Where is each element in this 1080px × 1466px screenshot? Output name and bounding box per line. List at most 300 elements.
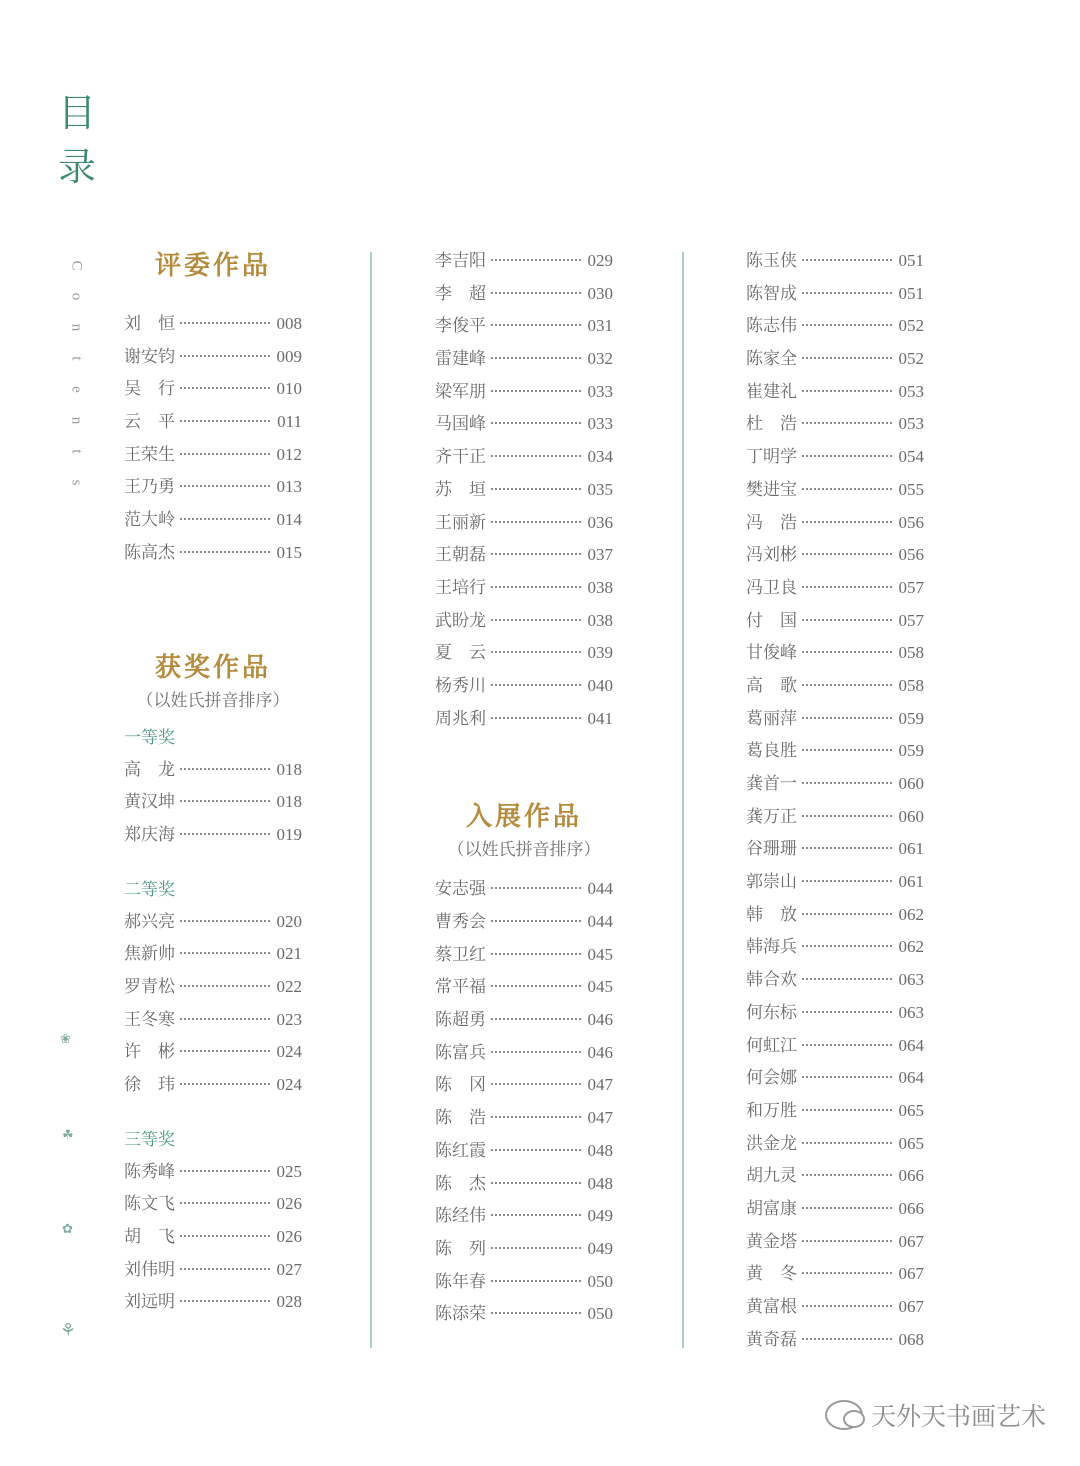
entry-page-number: 062 [898,937,924,957]
entry-name: 安志强 [435,879,486,900]
entry-name: 韩海兵 [746,937,797,958]
grade-label-third: 三等奖 [124,1129,175,1150]
entry-name: 高 龙 [124,759,175,780]
entry-name: 郑庆海 [124,824,175,845]
contents-letter: e [68,386,85,393]
toc-entry[interactable] [435,670,613,703]
entry-page-number: 023 [276,1009,302,1029]
entry-name: 龚万正 [746,806,797,827]
entry-page-number: 045 [587,977,613,997]
toc-entry[interactable] [746,1128,924,1161]
toc-entry[interactable] [124,373,302,406]
toc-entry[interactable] [124,819,302,852]
dot-leader [491,619,581,621]
entry-name: 云 平 [124,412,175,433]
toc-entry[interactable] [124,439,302,472]
toc-entry[interactable] [124,938,302,971]
entry-name: 甘俊峰 [746,643,797,664]
entry-page-number: 063 [898,970,924,990]
dot-leader [491,1018,581,1020]
dot-leader [491,1280,581,1282]
dot-leader [802,1240,892,1242]
entry-name: 樊进宝 [746,479,797,500]
entry-name: 黄富根 [746,1297,797,1317]
clover-icon: ☘ [62,1128,74,1143]
contents-letter: C [68,260,85,271]
entry-page-number: 033 [587,414,613,434]
toc-entry[interactable] [124,471,302,504]
entry-page-number: 008 [276,314,302,333]
entry-name: 王培行 [435,577,486,598]
entry-name: 陈玉侠 [746,251,797,271]
dot-leader [491,324,581,326]
dot-leader [802,1109,892,1111]
entry-name: 胡 飞 [124,1227,175,1248]
entry-name: 何东标 [746,1002,797,1023]
entry-page-number: 038 [587,577,613,597]
entry-name: 陈 冈 [435,1075,486,1096]
entry-page-number: 067 [898,1231,924,1251]
toc-entry[interactable] [124,754,302,787]
entry-name: 胡富康 [746,1198,797,1219]
entry-page-number: 051 [898,251,924,270]
toc-entry[interactable] [435,1200,613,1233]
toc-entry[interactable] [435,278,613,311]
toc-entry[interactable] [746,1324,924,1357]
floral-icon: ✿ [62,1222,73,1237]
toc-entry[interactable] [435,1037,613,1070]
entry-name: 黄 冬 [746,1264,797,1285]
entry-name: 胡九灵 [746,1166,797,1187]
dot-leader [180,1018,270,1020]
toc-entry[interactable] [435,376,613,409]
third-prize-list [124,1156,302,1319]
entry-page-number: 033 [587,381,613,401]
entry-name: 龚首一 [746,774,797,794]
entry-page-number: 013 [276,477,302,497]
entry-page-number: 009 [276,346,302,366]
dot-leader [180,485,270,487]
toc-entry[interactable] [124,504,302,537]
dot-leader [802,292,892,294]
title-char: 录 [58,145,97,189]
toc-entry[interactable] [124,308,302,341]
entry-page-number: 048 [587,1173,613,1193]
title-char: 目 [58,91,97,135]
entry-name: 陈高杰 [124,542,175,563]
toc-entry[interactable] [435,1266,613,1299]
dot-leader [491,717,581,719]
toc-entry[interactable] [435,1233,613,1266]
toc-entry[interactable] [435,873,613,906]
entry-page-number: 051 [898,283,924,303]
toc-entry[interactable] [746,703,924,736]
toc-entry[interactable] [746,1193,924,1226]
dot-leader [180,1170,270,1172]
wechat-icon [825,1400,863,1430]
toc-entry[interactable] [435,1069,613,1102]
toc-entry[interactable] [746,507,924,540]
entry-page-number: 046 [587,1042,613,1062]
entry-page-number: 035 [587,479,613,499]
toc-entry[interactable] [124,341,302,374]
dot-leader [491,953,581,955]
dot-leader [491,1116,581,1118]
entry-page-number: 066 [898,1166,924,1186]
entry-page-number: 060 [898,774,924,793]
entry-name: 陈文飞 [124,1194,175,1215]
entry-name: 韩 放 [746,904,797,925]
dot-leader [491,1312,581,1314]
entry-page-number: 065 [898,1100,924,1120]
entry-name: 和万胜 [746,1100,797,1121]
dot-leader [802,488,892,490]
dot-leader [802,1044,892,1046]
dot-leader [491,1149,581,1151]
entry-page-number: 067 [898,1264,924,1284]
entry-page-number: 052 [898,316,924,336]
toc-entry[interactable] [435,441,613,474]
entry-page-number: 020 [276,911,302,931]
dot-leader [802,1338,892,1340]
entry-name: 王丽新 [435,512,486,533]
dot-leader [491,1182,581,1184]
entry-page-number: 050 [587,1304,613,1324]
contents-letter: t [68,356,85,361]
entry-page-number: 047 [587,1108,613,1128]
grade-label-first: 一等奖 [124,727,175,748]
entry-page-number: 022 [276,976,302,996]
contents-letter: n [68,323,85,332]
dot-leader [491,488,581,490]
toc-entry[interactable] [746,605,924,638]
toc-entry[interactable] [746,931,924,964]
entry-page-number: 027 [276,1259,302,1279]
toc-entry[interactable] [746,310,924,343]
toc-entry[interactable] [435,1004,613,1037]
dot-leader [491,684,581,686]
toc-entry[interactable] [124,1004,302,1037]
watermark [825,1398,1046,1432]
dot-leader [491,259,581,261]
toc-entry[interactable] [435,539,613,572]
dot-leader [802,749,892,751]
toc-entry[interactable] [746,1160,924,1193]
entry-name: 刘远明 [124,1292,175,1313]
toc-entry[interactable] [746,735,924,768]
dot-leader [491,1214,581,1216]
toc-entry[interactable] [124,406,302,439]
entry-page-number: 044 [587,879,613,899]
entry-page-number: 029 [587,251,613,270]
entry-name: 王荣生 [124,444,175,465]
toc-entry[interactable] [124,971,302,1004]
dot-leader [491,920,581,922]
column-1 [124,248,302,1319]
toc-entry[interactable] [746,441,924,474]
entry-name: 陈志伟 [746,316,797,337]
dot-leader [491,455,581,457]
toc-entry[interactable] [435,637,613,670]
toc-entry[interactable] [746,408,924,441]
toc-entry[interactable] [124,1156,302,1189]
entry-page-number: 064 [898,1035,924,1055]
toc-entry[interactable] [124,906,302,939]
toc-entry[interactable] [746,833,924,866]
entry-page-number: 034 [587,447,613,467]
dot-leader [802,1305,892,1307]
flower-sprig-icon: ⚘ [60,1320,77,1341]
column-divider [370,252,372,1348]
entry-name: 陈 杰 [435,1173,486,1194]
toc-entry[interactable] [746,997,924,1030]
dot-leader [180,1050,270,1052]
entry-name: 齐干正 [435,447,486,468]
toc-entry[interactable] [124,1286,302,1319]
section-subtitle-exhibit: （以姓氏拼音排序） [447,840,601,861]
toc-entry[interactable] [435,703,613,736]
entry-name: 陈超勇 [435,1010,486,1031]
entry-page-number: 026 [276,1194,302,1214]
toc-entry[interactable] [746,1258,924,1291]
dot-leader [802,717,892,719]
toc-entry[interactable] [746,1062,924,1095]
dot-leader [802,357,892,359]
entry-name: 吴 行 [124,379,175,400]
dot-leader [802,521,892,523]
toc-entry[interactable] [124,1254,302,1287]
entry-name: 陈 浩 [435,1108,486,1129]
entry-name: 雷建峰 [435,349,486,370]
grade-label-second: 二等奖 [124,879,175,900]
entry-page-number: 036 [587,512,613,532]
toc-entry[interactable] [746,278,924,311]
toc-entry[interactable] [746,1226,924,1259]
dot-leader [802,913,892,915]
dot-leader [491,651,581,653]
entry-page-number: 024 [276,1042,302,1062]
entry-page-number: 045 [587,944,613,964]
toc-entry[interactable] [746,866,924,899]
entry-page-number: 061 [898,872,924,892]
entry-name: 蔡卫红 [435,944,486,965]
entry-page-number: 021 [276,944,302,964]
entry-name: 罗青松 [124,976,175,997]
entry-name: 许 彬 [124,1042,175,1063]
entry-page-number: 048 [587,1140,613,1160]
entry-page-number: 058 [898,675,924,695]
entry-page-number: 064 [898,1068,924,1088]
entry-page-number: 026 [276,1227,302,1247]
entry-name: 李吉阳 [435,251,486,271]
dot-leader [802,1142,892,1144]
toc-entry[interactable] [746,801,924,834]
toc-entry[interactable] [746,376,924,409]
entry-page-number: 046 [587,1010,613,1030]
dot-leader [180,833,270,835]
dot-leader [802,586,892,588]
section-subtitle-awards: （以姓氏拼音排序） [136,690,290,711]
entry-name: 徐 玮 [124,1075,175,1095]
entry-name: 冯刘彬 [746,545,797,566]
entry-name: 苏 垣 [435,479,486,500]
entry-name: 黄汉坤 [124,792,175,813]
toc-entry[interactable] [746,899,924,932]
exhibit-list [435,873,613,1331]
dot-leader [802,259,892,261]
entry-name: 武盼龙 [435,610,486,631]
column-3 [746,245,924,1356]
dot-leader [180,952,270,954]
entry-name: 冯 浩 [746,512,797,533]
entry-page-number: 065 [898,1133,924,1153]
entry-name: 谷珊珊 [746,839,797,860]
entry-page-number: 047 [587,1075,613,1095]
dot-leader [802,390,892,392]
dot-leader [802,978,892,980]
toc-entry[interactable] [746,474,924,507]
contents-letter: o [68,292,85,301]
toc-entry[interactable] [435,572,613,605]
toc-entry[interactable] [746,245,924,278]
section-title-awards: 获奖作品 [154,652,271,683]
entry-page-number: 032 [587,349,613,369]
toc-entry[interactable] [746,1291,924,1324]
dot-leader [491,887,581,889]
toc-entry[interactable] [435,971,613,1004]
dot-leader [802,1207,892,1209]
dot-leader [180,518,270,520]
toc-entry[interactable] [746,768,924,801]
toc-entry[interactable] [746,637,924,670]
toc-entry[interactable] [124,1036,302,1069]
entry-page-number: 050 [587,1271,613,1291]
dot-leader [180,920,270,922]
entry-page-number: 067 [898,1297,924,1316]
entry-page-number: 031 [587,316,613,336]
entry-name: 陈富兵 [435,1042,486,1063]
entry-page-number: 059 [898,708,924,728]
toc-entry[interactable] [435,310,613,343]
toc-entry[interactable] [435,1168,613,1201]
entry-page-number: 062 [898,904,924,924]
dot-leader [180,387,270,389]
toc-entry[interactable] [124,1221,302,1254]
toc-entry[interactable] [435,507,613,540]
entry-name: 焦新帅 [124,944,175,965]
entry-page-number: 058 [898,643,924,663]
entry-page-number: 010 [276,379,302,399]
entry-name: 付 国 [746,610,797,631]
entry-page-number: 038 [587,610,613,630]
toc-entry[interactable] [435,1135,613,1168]
dot-leader [491,292,581,294]
col2-top-list [435,245,613,735]
entry-name: 刘伟明 [124,1259,175,1280]
toc-entry[interactable] [435,1102,613,1135]
entry-page-number: 018 [276,792,302,812]
dot-leader [802,1174,892,1176]
dot-leader [180,453,270,455]
toc-entry[interactable] [435,939,613,972]
toc-entry[interactable] [435,245,613,278]
entry-page-number: 039 [587,643,613,663]
entry-page-number: 030 [587,283,613,303]
entry-name: 王朝磊 [435,545,486,566]
entry-name: 陈添荣 [435,1304,486,1325]
entry-page-number: 063 [898,1002,924,1022]
dot-leader [802,815,892,817]
dot-leader [802,945,892,947]
toc-entry[interactable] [435,1298,613,1331]
dot-leader [802,1011,892,1013]
dot-leader [180,322,270,324]
entry-page-number: 061 [898,839,924,859]
toc-entry[interactable] [124,1069,302,1102]
entry-name: 陈 列 [435,1238,486,1259]
dot-leader [180,551,270,553]
entry-page-number: 011 [277,412,302,432]
entry-name: 刘 恒 [124,314,175,334]
toc-entry[interactable] [746,572,924,605]
toc-entry[interactable] [435,906,613,939]
entry-page-number: 056 [898,545,924,565]
toc-entry[interactable] [746,539,924,572]
page-title [58,86,96,194]
toc-entry[interactable] [435,343,613,376]
watermark-text: 天外天书画艺术 [870,1402,1046,1431]
toc-entry[interactable] [746,343,924,376]
dot-leader [180,1083,270,1085]
dot-leader [802,684,892,686]
dot-leader [802,782,892,784]
toc-entry[interactable] [435,474,613,507]
toc-entry[interactable] [435,408,613,441]
entry-name: 杨秀川 [435,675,486,696]
dot-leader [802,880,892,882]
toc-entry[interactable] [746,670,924,703]
toc-entry[interactable] [746,1030,924,1063]
toc-entry[interactable] [124,786,302,819]
entry-name: 高 歌 [746,675,797,696]
entry-page-number: 066 [898,1198,924,1218]
toc-entry[interactable] [746,1095,924,1128]
entry-name: 王冬寒 [124,1009,175,1030]
dot-leader [491,1083,581,1085]
floral-icon: ❀ [60,1032,71,1047]
entry-page-number: 012 [276,444,302,464]
dot-leader [180,1202,270,1204]
dot-leader [180,1268,270,1270]
toc-entry[interactable] [124,537,302,570]
entry-name: 葛丽萍 [746,708,797,729]
dot-leader [802,455,892,457]
entry-page-number: 057 [898,610,924,630]
entry-page-number: 052 [898,349,924,369]
toc-entry[interactable] [124,1188,302,1221]
entry-name: 王乃勇 [124,477,175,498]
toc-entry[interactable] [435,605,613,638]
dot-leader [491,357,581,359]
dot-leader [802,1076,892,1078]
entry-page-number: 053 [898,381,924,401]
entry-page-number: 041 [587,708,613,728]
dot-leader [491,553,581,555]
toc-entry[interactable] [746,964,924,997]
entry-name: 陈家全 [746,349,797,370]
section-title-judges: 评委作品 [154,251,271,281]
entry-name: 郝兴亮 [124,911,175,932]
